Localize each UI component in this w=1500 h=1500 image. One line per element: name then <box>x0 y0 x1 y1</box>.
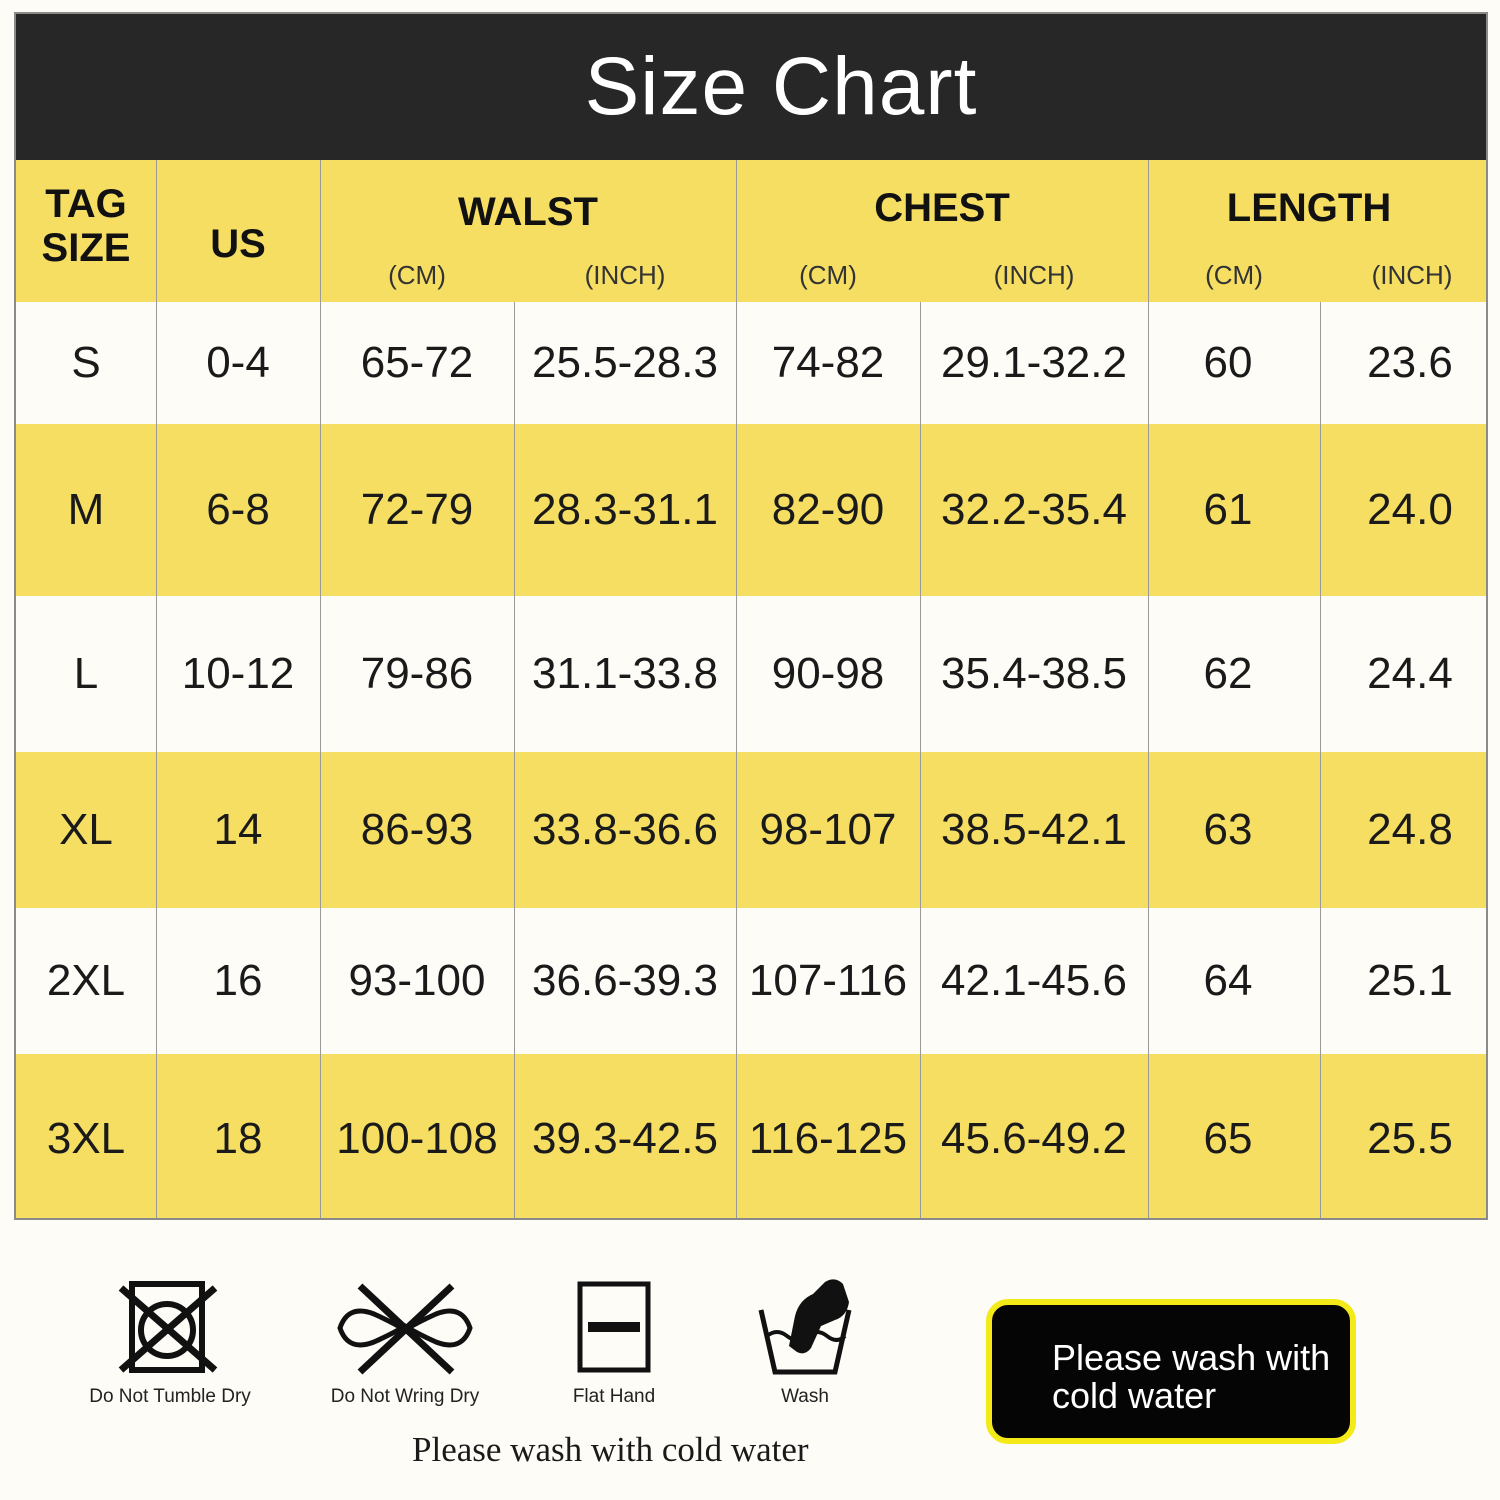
cell-tag: XL <box>59 805 113 854</box>
header-chest-inch: (INCH) <box>993 260 1075 290</box>
cell-us: 14 <box>213 805 263 854</box>
do-not-wring-icon <box>330 1280 480 1376</box>
care-item-wring <box>305 1280 505 1408</box>
header-tag-size <box>16 182 156 270</box>
cell-waist-inch: 33.8-36.6 <box>532 805 718 854</box>
care-item-tumble <box>70 1280 270 1408</box>
cell-length-cm: 65 <box>1203 1114 1253 1163</box>
cell-length-inch: 23.6 <box>1367 338 1453 387</box>
cell-tag: S <box>71 338 101 387</box>
cell-length-cm: 64 <box>1203 956 1253 1005</box>
header-waist-cm: (CM) <box>388 260 446 290</box>
cell-chest-inch: 45.6-49.2 <box>941 1114 1127 1163</box>
cell-waist-inch: 25.5-28.3 <box>532 338 718 387</box>
care-label: Wash <box>781 1386 829 1407</box>
cell-chest-cm: 82-90 <box>771 485 885 534</box>
cell-length-inch: 24.4 <box>1367 649 1453 698</box>
cell-waist-cm: 100-108 <box>336 1114 498 1163</box>
cell-length-inch: 24.8 <box>1367 805 1453 854</box>
flat-dry-icon <box>574 1280 654 1376</box>
cell-length-cm: 62 <box>1203 649 1253 698</box>
header-chest-cm: (CM) <box>799 260 857 290</box>
cell-chest-inch: 38.5-42.1 <box>941 805 1127 854</box>
column-divider <box>1320 302 1321 1220</box>
do-not-tumble-dry-icon <box>115 1280 225 1376</box>
header-tag-line2: SIZE <box>41 226 131 270</box>
header-us: US <box>210 222 266 266</box>
table-header <box>16 160 1486 302</box>
column-divider <box>514 302 515 1220</box>
header-tag-line1: TAG <box>45 182 127 226</box>
header-waist-inch: (INCH) <box>584 260 666 290</box>
table-row <box>16 424 1486 596</box>
hand-wash-icon <box>755 1276 855 1376</box>
cell-tag: 2XL <box>46 956 126 1005</box>
cell-length-inch: 25.5 <box>1367 1114 1453 1163</box>
size-chart <box>14 12 1488 1220</box>
cell-chest-cm: 98-107 <box>759 805 897 854</box>
wash-notice-badge <box>986 1299 1356 1444</box>
cell-waist-cm: 72-79 <box>360 485 474 534</box>
table-row <box>16 596 1486 752</box>
header-length-inch: (INCH) <box>1371 260 1453 290</box>
cell-length-cm: 61 <box>1203 485 1253 534</box>
header-chest: CHEST <box>874 186 1010 230</box>
page-title: Size Chart <box>584 41 978 132</box>
table-row <box>16 302 1486 424</box>
cell-waist-inch: 39.3-42.5 <box>532 1114 718 1163</box>
cell-us: 6-8 <box>206 485 270 534</box>
cell-chest-cm: 90-98 <box>771 649 885 698</box>
cell-waist-inch: 31.1-33.8 <box>532 649 718 698</box>
cell-length-inch: 25.1 <box>1367 956 1453 1005</box>
care-label: Do Not Tumble Dry <box>89 1386 251 1407</box>
cell-chest-inch: 29.1-32.2 <box>941 338 1127 387</box>
cell-us: 16 <box>213 956 263 1005</box>
column-divider <box>320 160 321 1220</box>
cell-waist-cm: 65-72 <box>360 338 474 387</box>
cell-chest-cm: 116-125 <box>748 1114 908 1163</box>
cell-length-inch: 24.0 <box>1367 485 1453 534</box>
title-bar <box>16 14 1486 160</box>
cell-tag: L <box>73 649 99 698</box>
cell-length-cm: 63 <box>1203 805 1253 854</box>
cell-tag: M <box>67 485 105 534</box>
column-divider <box>156 160 157 1220</box>
cell-waist-cm: 79-86 <box>360 649 474 698</box>
header-length: LENGTH <box>1226 186 1392 230</box>
cell-chest-inch: 42.1-45.6 <box>941 956 1127 1005</box>
cell-us: 0-4 <box>206 338 270 387</box>
cell-waist-cm: 93-100 <box>348 956 486 1005</box>
cell-length-cm: 60 <box>1203 338 1253 387</box>
care-item-flat <box>534 1280 694 1408</box>
column-divider <box>1148 160 1149 1220</box>
cell-waist-cm: 86-93 <box>360 805 474 854</box>
notice-line: Please wash with <box>1052 1337 1331 1378</box>
cell-us: 10-12 <box>181 649 295 698</box>
cell-waist-inch: 36.6-39.3 <box>532 956 718 1005</box>
cell-chest-cm: 107-116 <box>748 956 908 1005</box>
cell-tag: 3XL <box>46 1114 126 1163</box>
care-item-wash <box>725 1276 885 1408</box>
notice-line: cold water <box>1052 1375 1217 1416</box>
table-row <box>16 908 1486 1054</box>
cell-chest-cm: 74-82 <box>771 338 885 387</box>
care-label: Do Not Wring Dry <box>330 1386 480 1407</box>
column-divider <box>736 160 737 1220</box>
cell-us: 18 <box>213 1114 263 1163</box>
care-label: Flat Hand <box>572 1386 656 1407</box>
header-waist: WALST <box>458 190 598 234</box>
header-length-cm: (CM) <box>1205 260 1263 290</box>
table-row <box>16 1054 1486 1220</box>
cell-chest-inch: 32.2-35.4 <box>941 485 1127 534</box>
cell-chest-inch: 35.4-38.5 <box>941 649 1127 698</box>
cell-waist-inch: 28.3-31.1 <box>532 485 718 534</box>
table-row <box>16 752 1486 908</box>
wash-footnote: Please wash with cold water <box>412 1430 809 1469</box>
column-divider <box>920 302 921 1220</box>
